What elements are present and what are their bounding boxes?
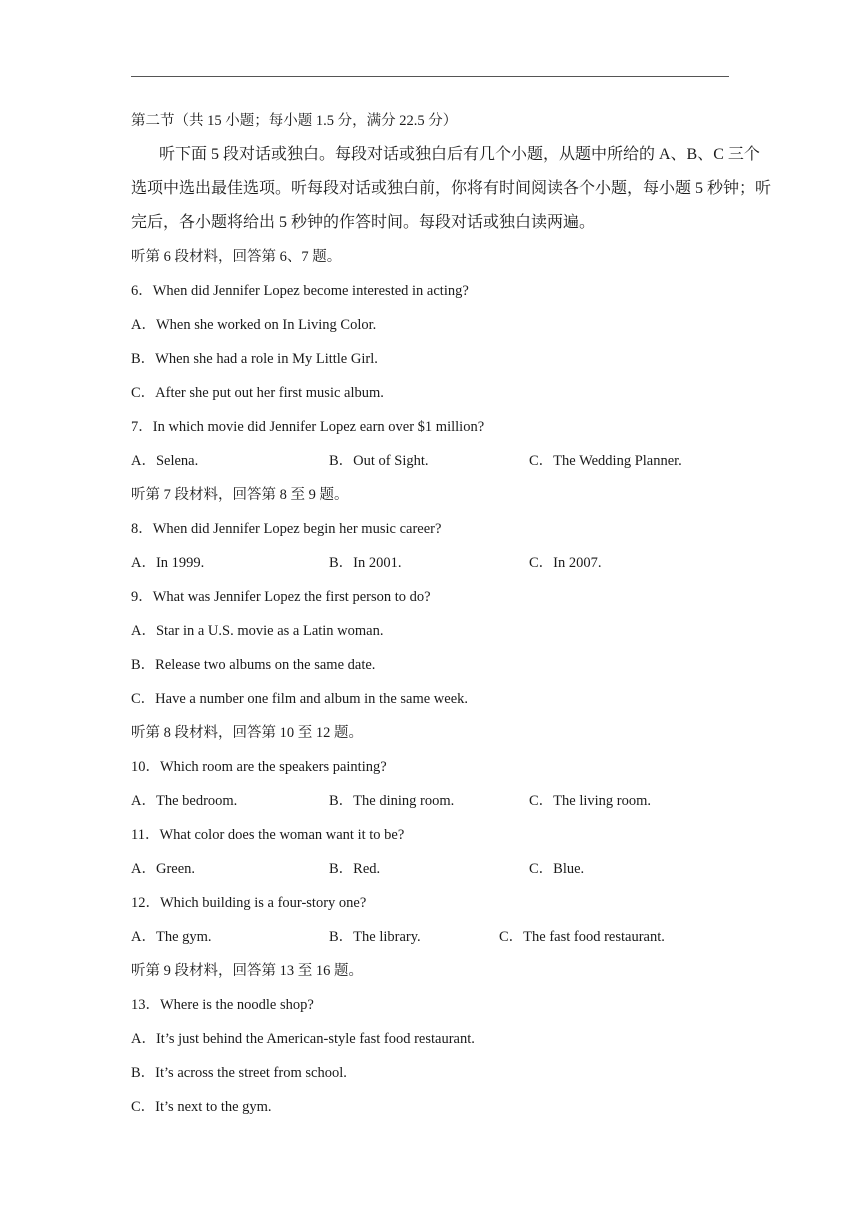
question-stem: 8．When did Jennifer Lopez begin her music career? (131, 521, 442, 537)
instructions-line: 听下面 5 段对话或独白。每段对话或独白后有几个小题，从题中所给的 A、B、C 三个 (159, 146, 760, 163)
instructions-line: 完后，各小题将给出 5 秒钟的作答时间。每段对话或独白读两遍。 (131, 214, 596, 231)
header-rule (131, 76, 729, 77)
answer-option: B．Red. (329, 861, 381, 877)
answer-option: C．Have a number one film and album in the same week. (131, 691, 469, 707)
answer-option: B．Out of Sight. (329, 453, 429, 469)
answer-option: A．The bedroom. (131, 793, 238, 809)
group-heading: 听第 6 段材料，回答第 6、7 题。 (131, 249, 342, 265)
answer-option: C．After she put out her first music album. (131, 385, 384, 401)
options-row (131, 449, 729, 483)
answer-option: A．Star in a U.S. movie as a Latin woman. (131, 623, 384, 639)
exam-page (131, 109, 772, 1129)
options-row (131, 551, 729, 585)
answer-option: B．It’s across the street from school. (131, 1065, 347, 1081)
instructions-line: 选项中选出最佳选项。听每段对话或独白前，你将有时间阅读各个小题，每小题 5 秒钟；听 (131, 180, 772, 197)
answer-option: B．The dining room. (329, 793, 455, 809)
question-stem: 7．In which movie did Jennifer Lopez earn over $1 million? (131, 419, 485, 435)
answer-option: C．The living room. (529, 793, 652, 809)
question-stem: 6．When did Jennifer Lopez become interested in acting? (131, 283, 469, 299)
answer-option: C．The fast food restaurant. (499, 929, 665, 945)
options-row (131, 857, 729, 891)
answer-option: B．Release two albums on the same date. (131, 657, 376, 673)
section-header: 第二节（共 15 小题；每小题 1.5 分，满分 22.5 分） (131, 113, 458, 129)
answer-option: B．When she had a role in My Little Girl. (131, 351, 378, 367)
answer-option: C．Blue. (529, 861, 585, 877)
question-stem: 12．Which building is a four-story one? (131, 895, 367, 911)
answer-option: B．In 2001. (329, 555, 402, 571)
answer-option: A．When she worked on In Living Color. (131, 317, 377, 333)
question-stem: 10．Which room are the speakers painting? (131, 759, 387, 775)
question-stem: 9．What was Jennifer Lopez the first person to do? (131, 589, 431, 605)
answer-option: A．The gym. (131, 929, 212, 945)
options-row (131, 925, 729, 959)
group-heading: 听第 9 段材料，回答第 13 至 16 题。 (131, 963, 363, 979)
instructions-paragraph (131, 143, 772, 245)
group-heading: 听第 7 段材料，回答第 8 至 9 题。 (131, 487, 349, 503)
answer-option: A．Selena. (131, 453, 199, 469)
question-stem: 11．What color does the woman want it to be? (131, 827, 405, 843)
answer-option: C．The Wedding Planner. (529, 453, 682, 469)
group-heading: 听第 8 段材料，回答第 10 至 12 题。 (131, 725, 363, 741)
answer-option: C．In 2007. (529, 555, 602, 571)
options-row (131, 789, 729, 823)
question-stem: 13．Where is the noodle shop? (131, 997, 314, 1013)
answer-option: A．It’s just behind the American-style fast food restaurant. (131, 1031, 475, 1047)
answer-option: C．It’s next to the gym. (131, 1099, 272, 1115)
answer-option: B．The library. (329, 929, 421, 945)
answer-option: A．Green. (131, 861, 196, 877)
answer-option: A．In 1999. (131, 555, 205, 571)
